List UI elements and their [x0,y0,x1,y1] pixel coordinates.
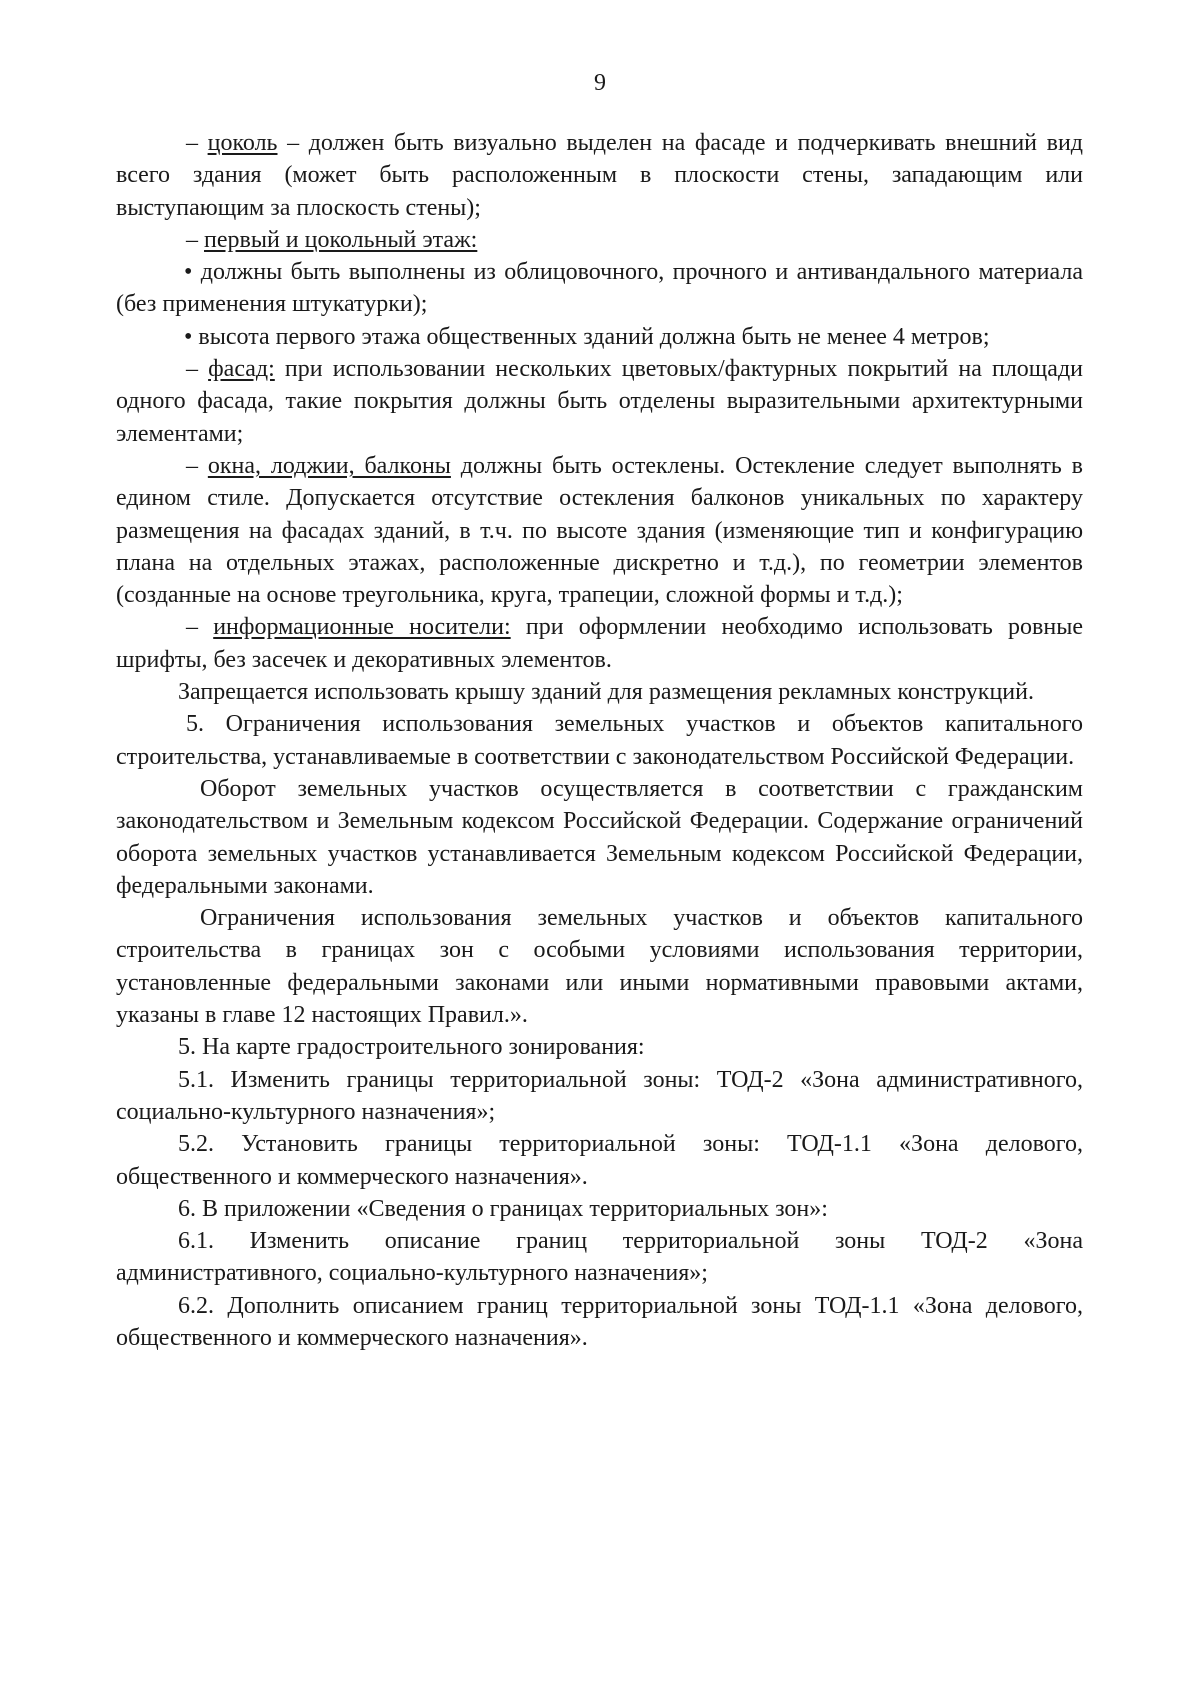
paragraph-facade: – фасад: при использовании нескольких цветовых/фактурных покрытий на площади одного фасада, такие покрытия должны быть отделены выразительными архитектурными элементами; [116,356,1083,447]
paragraph-first-floor: – первый и цокольный этаж: [186,226,478,253]
page-number: 9 [594,70,606,96]
paragraph-item-5: 5. На карте градостроительного зонирования: [178,1034,645,1061]
term-info-carriers: информационные носители: [213,614,511,641]
paragraph-roof-ads: Запрещается использовать крышу зданий для размещения рекламных конструкций. [178,679,1034,706]
paragraph-item-6-1: 6.1. Изменить описание границ территориальной зоны ТОД-2 «Зона административного, социально-культурного назначения»; [116,1228,1083,1287]
paragraph-plinth: – цоколь – должен быть визуально выделен на фасаде и подчеркивать внешний вид всего здания (может быть расположенным в плоскости стены, западающим или выступающим за плоскость стены); [116,130,1084,221]
paragraph-zone-restrictions: Ограничения использования земельных участков и объектов капитального строительства в границах зон с особыми условиями использования территории, установленные федеральными законами или иными нормативными правовыми актами, указаны в главе 12 настоящих Правил.». [116,905,1083,1029]
term-plinth: цоколь [207,130,278,156]
term-facade: фасад: [208,356,275,383]
document-body [116,127,1083,1354]
paragraph-item-6: 6. В приложении «Сведения о границах территориальных зон»: [178,1195,828,1222]
paragraph-item-6-2: 6.2. Дополнить описанием границ территориальной зоны ТОД-1.1 «Зона делового, общественного и коммерческого назначения». [116,1292,1083,1351]
paragraph-info-carriers: – информационные носители: при оформлении необходимо использовать ровные шрифты, без засечек и декоративных элементов. [116,614,1084,673]
bullet-icon: • [184,259,201,286]
bullet-icon: • [184,323,199,350]
paragraph-item-5-2: 5.2. Установить границы территориальной зоны: ТОД-1.1 «Зона делового, общественного и коммерческого назначения». [116,1131,1083,1190]
paragraph-item-5-1: 5.1. Изменить границы территориальной зоны: ТОД-2 «Зона административного, социально-культурного назначения»; [116,1066,1083,1125]
paragraph-land-turnover: Оборот земельных участков осуществляется в соответствии с гражданским законодательством и Земельным кодексом Российской Федерации. Содержание ограничений оборота земельных участков устанавливается Земельным кодексом Российской Федерации, федеральными законами. [116,775,1083,899]
paragraph-section-5-restrictions: 5. Ограничения использования земельных участков и объектов капитального строительства, устанавливаемые в соответствии с законодательством Российской Федерации. [116,711,1083,770]
bullet-item-height: • высота первого этажа общественных зданий должна быть не менее 4 метров; [184,323,990,350]
bullet-item-material: • должны быть выполнены из облицовочного, прочного и антивандального материала (без применения штукатурки); [116,259,1084,318]
term-first-floor: первый и цокольный этаж: [204,226,478,253]
term-windows: окна, лоджии, балконы [207,452,451,479]
paragraph-windows: – окна, лоджии, балконы должны быть остеклены. Остекление следует выполнять в едином стиле. Допускается отсутствие остекления балконов уникальных по характеру размещения на фасадах зданий, в т.ч. по высоте здания (изменяющие тип и конфигурацию плана на отдельных этажах, расположенные дискретно и т.д.), по геометрии элементов (созданные на основе треугольника, круга, трапеции, сложной формы и т.д.); [116,452,1084,609]
